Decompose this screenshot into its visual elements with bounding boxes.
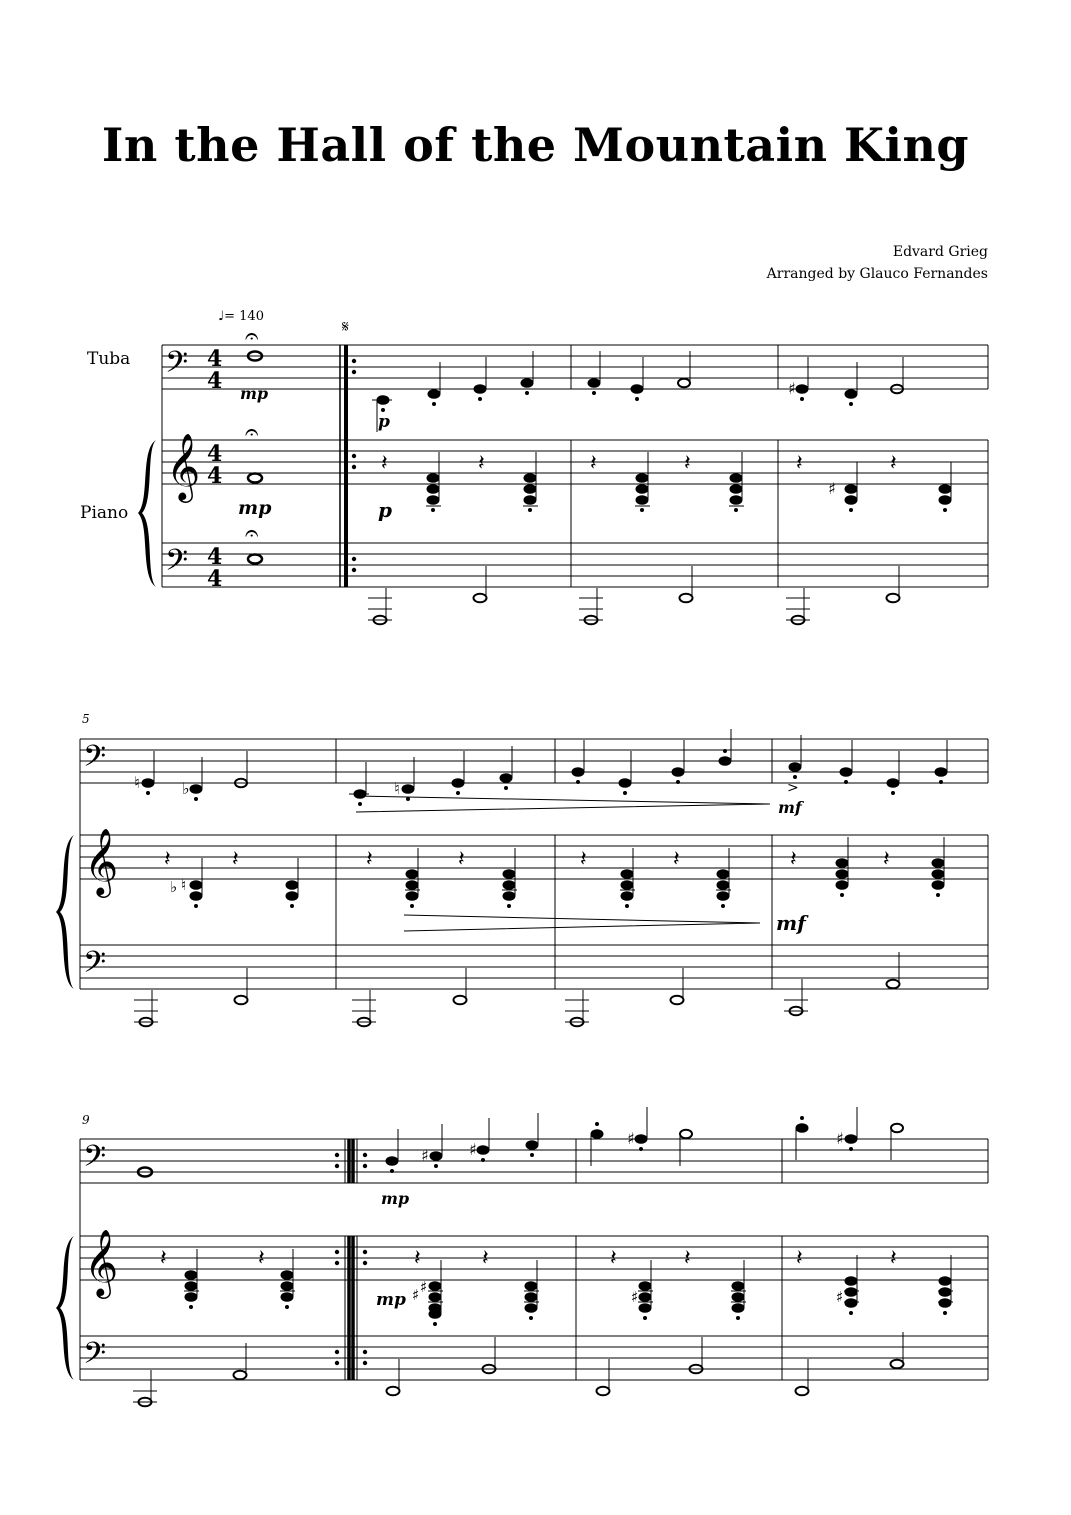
- tuba-notes-system-3: [138, 1107, 903, 1177]
- bass-clef-icon: 𝄢: [83, 1337, 107, 1378]
- tuba-staff-lines: [162, 345, 988, 389]
- svg-text:𝄽: 𝄽: [580, 847, 587, 872]
- sharp-icon: ♯: [412, 1286, 420, 1304]
- svg-text:𝄽: 𝄽: [482, 1246, 489, 1271]
- time-sig-bottom: 4: [207, 566, 223, 592]
- sharp-icon: ♯: [631, 1288, 639, 1306]
- svg-text:𝄽: 𝄽: [478, 451, 485, 476]
- svg-text:𝄽: 𝄽: [673, 847, 680, 872]
- svg-text:𝄽: 𝄽: [258, 1246, 265, 1271]
- system-2: [80, 739, 988, 989]
- piano-treble-staff-lines: [162, 440, 988, 484]
- sharp-icon: ♯: [836, 1288, 844, 1306]
- measure-number-9: 9: [82, 1113, 90, 1127]
- quarter-rest-icon: [381, 451, 897, 476]
- instrument-label-tuba: Tuba: [87, 349, 131, 369]
- svg-text:𝄽: 𝄽: [160, 1246, 167, 1271]
- quarter-note-icon: ♩: [218, 309, 225, 324]
- sharp-icon: ♯: [788, 379, 796, 398]
- svg-text:𝄽: 𝄽: [381, 451, 388, 476]
- whole-note: [248, 555, 262, 564]
- fermata-icon: 𝄐: [245, 519, 259, 547]
- svg-text:𝄽: 𝄽: [796, 1246, 803, 1271]
- svg-text:𝄽: 𝄽: [890, 1246, 897, 1271]
- tempo-bpm: = 140: [224, 309, 264, 324]
- natural-icon: ♮: [134, 773, 140, 792]
- tuba-notes-system-2: [142, 729, 947, 806]
- dynamic-mp: mp: [376, 1290, 406, 1310]
- svg-text:𝄽: 𝄽: [590, 451, 597, 476]
- svg-text:𝄽: 𝄽: [790, 847, 797, 872]
- sharp-icon: ♯: [828, 479, 836, 498]
- dynamic-mf: mf: [776, 911, 806, 935]
- segno-icon: 𝄋: [342, 317, 349, 336]
- natural-icon: ♮: [394, 779, 400, 798]
- svg-text:𝄽: 𝄽: [366, 847, 373, 872]
- system-1: [162, 345, 988, 587]
- svg-text:𝄽: 𝄽: [610, 1246, 617, 1271]
- composer-credit: Edvard Grieg: [892, 244, 988, 260]
- svg-text:𝄽: 𝄽: [796, 451, 803, 476]
- treble-clef-icon: 𝄞: [166, 432, 201, 500]
- piano-brace: [56, 1236, 74, 1380]
- flat-icon: ♭: [170, 878, 178, 896]
- dynamic-mf: mf: [778, 798, 802, 817]
- piano-bass-staff-lines: [162, 543, 988, 587]
- crescendo-hairpin: [356, 796, 770, 812]
- instrument-label-piano: Piano: [80, 503, 129, 523]
- dynamic-p: p: [378, 412, 390, 432]
- fermata-icon: 𝄐: [245, 418, 259, 446]
- dynamic-mp: mp: [238, 497, 272, 519]
- time-sig-bottom: 4: [207, 463, 223, 489]
- bass-clef-icon: 𝄢: [83, 740, 107, 781]
- natural-icon: ♮: [181, 876, 187, 894]
- sharp-icon: ♯: [836, 1129, 844, 1148]
- time-sig-bottom: 4: [207, 368, 223, 394]
- flat-icon: ♭: [182, 779, 190, 798]
- piano-treble-chords-system-1: [381, 451, 951, 512]
- svg-text:𝄽: 𝄽: [890, 451, 897, 476]
- svg-text:𝄽: 𝄽: [684, 1246, 691, 1271]
- dynamic-mp: mp: [240, 384, 269, 403]
- time-sig-top: 4: [207, 544, 223, 570]
- piano-bass-notes-system-1: [368, 566, 900, 624]
- piano-treble-chords-system-2: [164, 837, 944, 908]
- svg-text:𝄽: 𝄽: [164, 847, 171, 872]
- bass-clef-icon: 𝄢: [83, 1140, 107, 1181]
- piano-brace: [138, 440, 156, 587]
- svg-text:𝄽: 𝄽: [458, 847, 465, 872]
- svg-text:𝄽: 𝄽: [883, 847, 890, 872]
- dynamic-p: p: [378, 498, 392, 522]
- sharp-icon: ♯: [469, 1140, 477, 1159]
- bass-clef-icon: 𝄢: [83, 946, 107, 987]
- repeat-start-dots-1: [352, 359, 356, 572]
- repeat-dots-3: [335, 1153, 367, 1365]
- sharp-icon: ♯: [627, 1129, 635, 1148]
- treble-clef-icon: 𝄞: [84, 1228, 119, 1296]
- sharp-icon: ♯: [420, 1278, 428, 1296]
- svg-text:𝄽: 𝄽: [232, 847, 239, 872]
- time-sig-top: 4: [207, 346, 223, 372]
- bass-clef-icon: 𝄢: [165, 346, 189, 387]
- crescendo-hairpin: [404, 915, 760, 931]
- piano-brace: [56, 835, 74, 989]
- measure-number-5: 5: [82, 712, 90, 726]
- whole-note: [248, 474, 262, 483]
- system-3: [80, 1139, 988, 1380]
- bass-clef-icon: 𝄢: [165, 544, 189, 585]
- dynamic-mp: mp: [381, 1189, 410, 1208]
- treble-clef-icon: 𝄞: [84, 827, 119, 895]
- score-title: In the Hall of the Mountain King: [101, 118, 970, 172]
- sharp-icon: ♯: [421, 1146, 429, 1165]
- fermata-icon: 𝄐: [245, 322, 259, 350]
- time-sig-top: 4: [207, 441, 223, 467]
- arranger-credit: Arranged by Glauco Fernandes: [766, 266, 988, 282]
- svg-text:𝄽: 𝄽: [684, 451, 691, 476]
- tuba-notes-system-1: [372, 351, 903, 432]
- accent-icon: >: [787, 780, 799, 796]
- svg-text:𝄽: 𝄽: [414, 1246, 421, 1271]
